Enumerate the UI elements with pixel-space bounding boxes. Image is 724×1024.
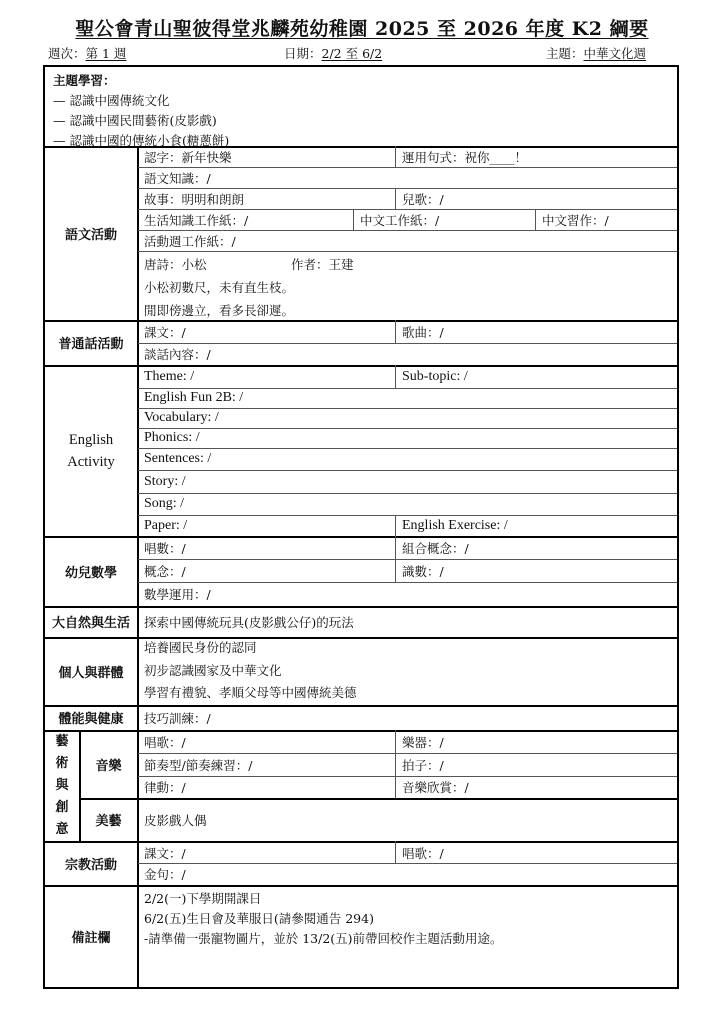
math-numeracy-cell: 識數：/	[402, 563, 444, 579]
story-cell: 故事：明明和朗朗	[144, 191, 245, 207]
english-theme-cell: Theme: /	[144, 369, 195, 384]
life-worksheet-cell: 生活知識工作紙：/	[144, 212, 249, 228]
arts-label-char: 與	[55, 777, 69, 793]
poem-header	[144, 253, 677, 276]
math-concept-cell: 概念：/	[144, 563, 186, 579]
arts-label-char: 藝	[55, 733, 69, 749]
poem-title: 唐詩：小松	[144, 257, 207, 272]
religion-verse-cell: 金句：/	[144, 867, 186, 882]
english-phonics-cell: Phonics: /	[144, 430, 200, 445]
chinese-writing-cell: 中文習作：/	[542, 212, 609, 228]
putonghua-conversation-cell: 談話內容：/	[144, 347, 211, 362]
arts-label-char: 術	[55, 755, 69, 771]
language-knowledge-cell: 語文知識：/	[144, 170, 211, 186]
remarks-line: 6/2(五)生日會及華服日(請參閱通告 294)	[144, 911, 374, 926]
topic-learning	[53, 71, 229, 151]
page-title	[0, 14, 724, 41]
theme-label: 主題：	[546, 46, 584, 61]
poem-line: 閒即傍邊立，看多長卻遲。	[144, 303, 295, 318]
date-value: 2/2 至 6/2	[321, 46, 383, 61]
math-label: 幼兒數學	[64, 565, 117, 581]
recognition-cell: 認字：新年快樂	[144, 149, 232, 165]
week-field	[48, 44, 140, 62]
english-vocabulary-cell: Vocabulary: /	[144, 410, 219, 425]
english-story-cell: Story: /	[144, 473, 186, 489]
chinese-worksheet-cell: 中文工作紙：/	[360, 212, 440, 228]
music-appreciation-cell: 音樂欣賞：/	[402, 780, 469, 795]
english-label	[45, 365, 137, 536]
personal-content-cell	[138, 637, 677, 705]
title-text: 聖公會青山聖彼得堂兆麟苑幼稚園 2025 至 2026 年度 K2 綱要	[75, 18, 649, 40]
chinese-label: 語文活動	[64, 227, 117, 243]
english-sentences-cell: Sentences: /	[144, 451, 212, 466]
religion-label: 宗教活動	[64, 857, 117, 873]
topic-item: — 認識中國的傳統小食(糖蔥餅)	[53, 133, 230, 148]
english-fun-cell: English Fun 2B: /	[144, 390, 244, 405]
english-label-line: Activity	[67, 453, 115, 470]
music-singing-cell: 唱歌：/	[144, 735, 186, 750]
topic-item: — 認識中國民間藝術(皮影戲)	[53, 113, 217, 128]
religion-singing-cell: 唱歌：/	[402, 845, 444, 861]
math-application-cell: 數學運用：/	[144, 587, 211, 602]
arts-label-char: 意	[55, 821, 69, 837]
week-label: 週次：	[48, 46, 86, 61]
personal-line: 學習有禮貌、孝順父母等中國傳統美德	[144, 685, 357, 700]
activity-worksheet-cell: 活動週工作紙：/	[144, 233, 236, 249]
date-label: 日期：	[284, 46, 322, 61]
personal-label: 個人與群體	[58, 665, 124, 681]
theme-field	[546, 44, 660, 62]
math-combination-cell: 組合概念：/	[402, 541, 469, 556]
nature-content-cell: 探索中國傳統玩具(皮影戲公仔)的玩法	[144, 615, 354, 630]
remarks-label: 備註欄	[71, 930, 111, 946]
music-label: 音樂	[95, 758, 122, 774]
poem-line: 小松初數尺，未有直生枝。	[144, 280, 295, 295]
nature-label: 大自然與生活	[51, 616, 130, 631]
remarks-line: -請準備一張寵物圖片，並於 13/2(五)前帶回校作主題活動用途。	[144, 931, 503, 946]
topic-item: — 認識中國傳統文化	[53, 93, 170, 108]
section-divider	[45, 885, 677, 887]
theme-value: 中華文化週	[583, 46, 647, 61]
date-field	[284, 44, 396, 62]
remarks-line: 2/2(一)下學期開課日	[144, 891, 262, 906]
english-exercise-cell: English Exercise: /	[402, 517, 508, 533]
math-counting-cell: 唱數：/	[144, 541, 186, 556]
arts-label-char: 創	[55, 799, 69, 815]
music-instrument-cell: 樂器：/	[402, 735, 444, 750]
visual-arts-label: 美藝	[95, 814, 122, 829]
poem-author: 作者：王建	[291, 257, 354, 272]
arts-label	[45, 730, 79, 841]
music-rhythm-cell: 節奏型/節奏練習：/	[144, 757, 253, 773]
syllabus-table	[43, 65, 679, 989]
personal-line: 培養國民身份的認同	[144, 640, 257, 655]
physical-content-cell: 技巧訓練：/	[144, 711, 211, 726]
putonghua-song-cell: 歌曲：/	[402, 325, 444, 340]
row-divider	[138, 251, 677, 252]
remarks-content-cell	[138, 889, 677, 949]
topic-heading: 主題學習：	[53, 73, 116, 88]
music-movement-cell: 律動：/	[144, 780, 186, 795]
personal-line: 初步認識國家及中華文化	[144, 662, 282, 678]
physical-label: 體能與健康	[58, 712, 124, 727]
english-paper-cell: Paper: /	[144, 517, 188, 533]
english-label-line: English	[68, 431, 114, 448]
english-subtopic-cell: Sub-topic: /	[402, 369, 468, 384]
visual-arts-content-cell: 皮影戲人偶	[144, 813, 207, 828]
english-song-cell: Song: /	[144, 496, 185, 511]
poem-cell	[138, 253, 677, 322]
putonghua-text-cell: 課文：/	[144, 325, 186, 340]
music-beat-cell: 拍子：/	[402, 757, 444, 773]
putonghua-label: 普通話活動	[58, 337, 124, 352]
sentence-pattern-cell: 運用句式：祝你____！	[402, 149, 528, 165]
nursery-rhyme-cell: 兒歌：/	[402, 191, 444, 207]
week-value: 第 1 週	[85, 46, 127, 61]
religion-text-cell: 課文：/	[144, 845, 186, 861]
